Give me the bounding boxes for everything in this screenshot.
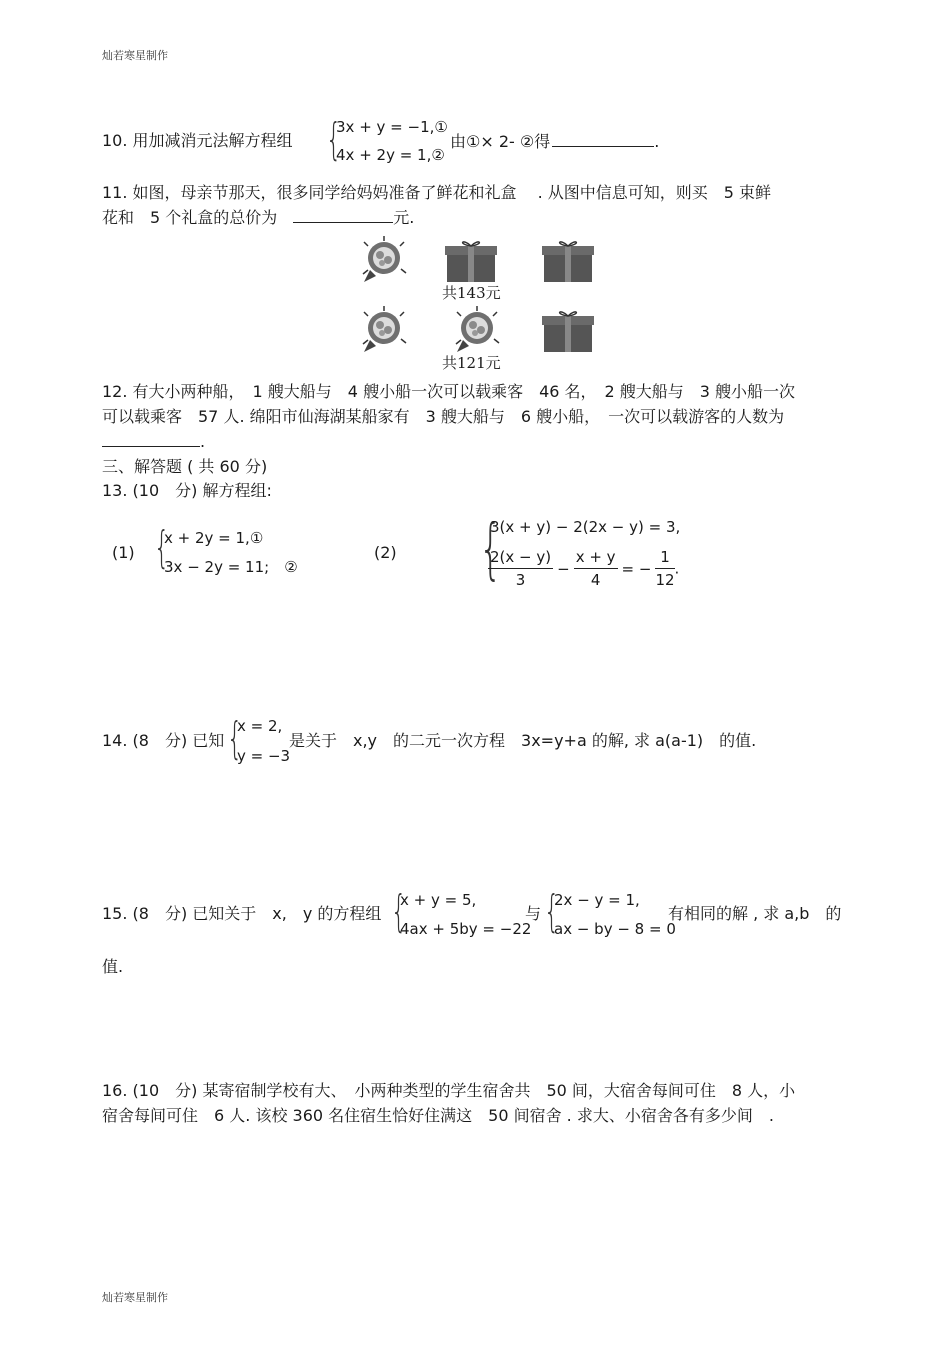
q14-eq1: x = 2, xyxy=(237,717,283,735)
minus-sign: − xyxy=(557,559,570,578)
section-title: 三、解答题 ( 共 60 分) xyxy=(102,457,268,476)
q16-line2: 宿舍每间可住 6 人. 该校 360 名住宿生恰好住满这 50 间宿舍 . 求大、小宿舍各有多少间 . xyxy=(102,1106,774,1125)
q15-system1-eq2: 4ax + 5by = −22 xyxy=(400,920,532,938)
q10-prefix: 10. 用加减消元法解方程组 xyxy=(102,131,293,150)
q10-brace: { xyxy=(326,114,342,165)
q15-system2-brace: { xyxy=(544,886,560,937)
q11-row2-total: 共121元 xyxy=(442,354,501,372)
q14-eq2: y = −3 xyxy=(237,747,291,765)
q13-part2-brace: { xyxy=(479,510,503,587)
q15-system1-eq1: x + y = 5, xyxy=(400,891,477,909)
q14-suffix: 是关于 x,y 的二元一次方程 3x=y+a 的解, 求 a(a-1) 的值. xyxy=(289,731,757,750)
q16-line1: 16. (10 分) 某寄宿制学校有大、 小两种类型的学生宿舍共 50 间，大宿舍每间可住 8 人，小 xyxy=(102,1081,796,1100)
gift-box-icon xyxy=(542,242,594,282)
q12-line2: 可以载乘客 57 人. 绵阳市仙海湖某船家有 3 艘大船与 6 艘小船， 一次可以载游客的人数为 xyxy=(102,407,785,426)
q12-answer-blank xyxy=(102,430,200,447)
q15-system2-eq1: 2x − y = 1, xyxy=(554,891,640,909)
q12-end: . xyxy=(200,432,206,451)
q11-answer-blank xyxy=(293,206,393,223)
q10-end: . xyxy=(654,132,660,151)
q11-line2 xyxy=(102,206,414,229)
q12-line1: 12. 有大小两种船， 1 艘大船与 4 艘小船一次可以载乘客 46 名， 2 艘大船与 3 艘小船一次 xyxy=(102,382,796,401)
equals-minus: = − xyxy=(621,559,652,578)
frac2-denominator: 4 xyxy=(590,571,601,589)
q15-suffix: 有相同的解 , 求 a,b 的 xyxy=(668,904,842,923)
q14-prefix: 14. (8 分) 已知 xyxy=(102,731,225,750)
q13-part2-eq1: 3(x + y) − 2(2x − y) = 3, xyxy=(490,518,681,536)
gift-box-icon xyxy=(445,242,497,282)
q13-part2-end: . xyxy=(674,559,680,578)
footer-watermark: 灿若寒星制作 xyxy=(102,1291,168,1304)
q15-line2: 值. xyxy=(102,957,124,976)
q11-line1: 11. 如图，母亲节那天，很多同学给妈妈准备了鲜花和礼盒 . 从图中信息可知，则买 5 束鲜 xyxy=(102,183,772,202)
frac1-denominator: 3 xyxy=(515,571,526,589)
q10-answer-blank xyxy=(552,130,654,147)
gift-box-icon xyxy=(542,312,594,352)
q11-line2-text: 花和 5 个礼盒的总价为 xyxy=(102,208,278,227)
q13-part1-eq2: 3x − 2y = 11; ② xyxy=(164,558,298,576)
q14-brace: { xyxy=(227,713,243,764)
bouquet-icon xyxy=(456,306,499,352)
q13-part1-brace: { xyxy=(154,522,170,573)
bouquet-icon xyxy=(363,306,406,352)
q10-suffix-text: 由①× 2- ②得 xyxy=(450,132,551,151)
q12-line3 xyxy=(102,430,205,453)
frac1-numerator: 2(x − y) xyxy=(488,546,553,569)
q13-title: 13. (10 分) 解方程组: xyxy=(102,481,272,500)
q13-part1-eq1: x + 2y = 1,① xyxy=(164,529,264,547)
q13-part2-label: (2) xyxy=(374,543,397,562)
q13-part1-label: (1) xyxy=(112,543,135,562)
q11-line2-end: 元. xyxy=(393,208,415,227)
frac3-denominator: 12 xyxy=(655,571,675,589)
header-watermark: 灿若寒星制作 xyxy=(102,49,168,62)
frac3-numerator: 1 xyxy=(655,546,674,569)
q13-part2-frac3 xyxy=(655,546,674,591)
q10-eq1: 3x + y = −1,① xyxy=(336,118,448,136)
q13-part2-frac2 xyxy=(574,546,618,591)
q10-suffix xyxy=(450,130,659,153)
q13-part2-eq2 xyxy=(488,546,679,591)
q15-mid: 与 xyxy=(525,904,542,923)
bouquet-icon xyxy=(363,236,406,282)
frac2-numerator: x + y xyxy=(574,546,618,569)
q15-system2-eq2: ax − by − 8 = 0 xyxy=(554,920,676,938)
q15-system1-brace: { xyxy=(391,886,407,937)
q15-prefix: 15. (8 分) 已知关于 x, y 的方程组 xyxy=(102,904,382,923)
q11-row1-total: 共143元 xyxy=(442,284,501,302)
q10-eq2: 4x + 2y = 1,② xyxy=(336,146,445,164)
q13-part2-frac1 xyxy=(488,546,553,591)
